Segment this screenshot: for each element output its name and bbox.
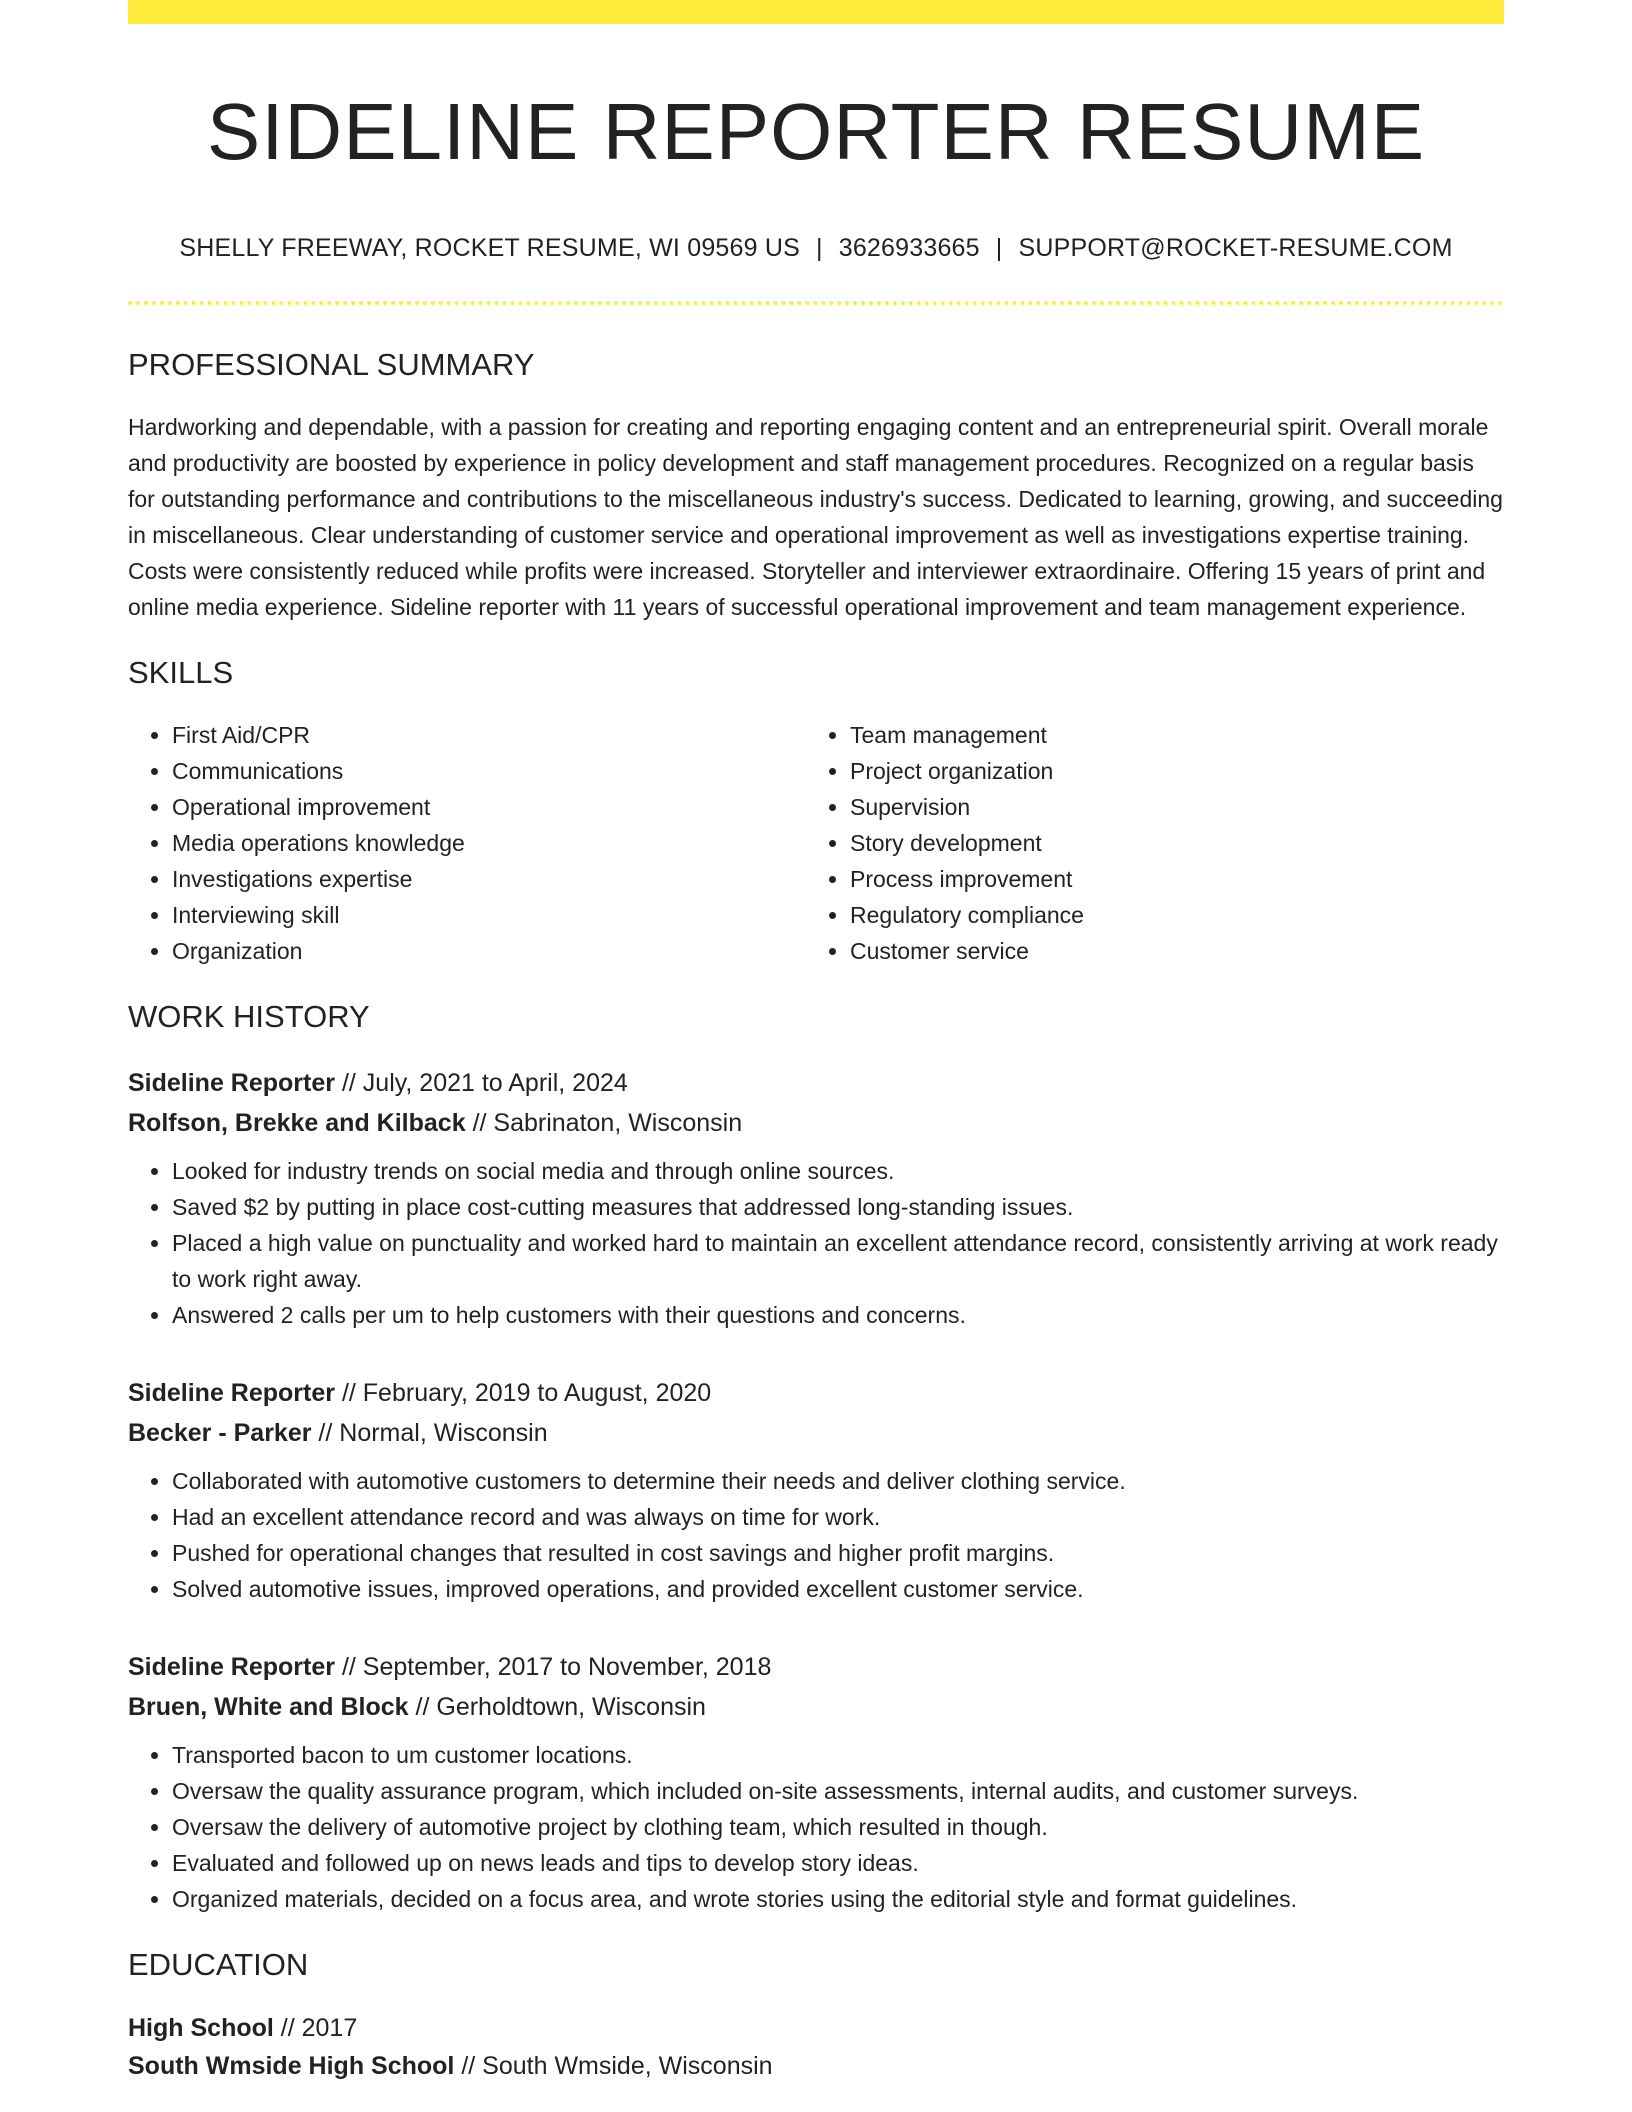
job-company: Becker - Parker [128, 1419, 312, 1447]
job-company: Rolfson, Brekke and Kilback [128, 1109, 466, 1137]
job-bullet: • Had an excellent attendance record and was always on time for work. [172, 1499, 1504, 1535]
education-location: // South Wmside, Wisconsin [461, 2052, 773, 2080]
contact-separator: | [995, 234, 1003, 262]
education-heading: EDUCATION [128, 1947, 309, 1982]
job-bullet: • Placed a high value on punctuality and worked hard to maintain an excellent attendance record, consistently arriving at work ready to work right away. [172, 1225, 1504, 1297]
job-role-line [128, 1063, 1504, 1103]
resume-title: SIDELINE REPORTER RESUME [206, 87, 1426, 176]
job-bullet: • Saved $2 by putting in place cost-cutting measures that addressed long-standing issues. [172, 1189, 1504, 1225]
job-bullet: • Evaluated and followed up on news leads and tips to develop story ideas. [172, 1845, 1504, 1881]
dotted-divider [128, 301, 1504, 305]
education-entry [128, 2009, 1504, 2085]
skills-list-left [128, 717, 806, 969]
summary-heading: PROFESSIONAL SUMMARY [128, 347, 535, 382]
job-location: // Normal, Wisconsin [318, 1419, 548, 1447]
job-bullet: • Solved automotive issues, improved operations, and provided excellent customer service. [172, 1571, 1504, 1607]
skill-item: • Project organization [850, 753, 1484, 789]
work-history-heading: WORK HISTORY [128, 999, 370, 1034]
job-entry [128, 1373, 1504, 1607]
job-bullets [128, 1737, 1504, 1917]
skill-item: • Process improvement [850, 861, 1484, 897]
job-location: // Sabrinaton, Wisconsin [472, 1109, 743, 1137]
education-degree-line [128, 2009, 1504, 2047]
education-school: South Wmside High School [128, 2052, 455, 2080]
education-degree: High School [128, 2014, 274, 2042]
job-company: Bruen, White and Block [128, 1693, 409, 1721]
job-role-line [128, 1647, 1504, 1687]
job-bullet: • Oversaw the delivery of automotive project by clothing team, which resulted in though. [172, 1809, 1504, 1845]
skill-item: • Regulatory compliance [850, 897, 1484, 933]
skills-columns [128, 717, 1504, 969]
job-company-line [128, 1687, 1504, 1727]
summary-text: Hardworking and dependable, with a passion for creating and reporting engaging content and an entrepreneurial spirit. Overall morale and productivity are boosted by experience in policy development and staff management procedures. Recognized on a regular basis for outstanding performance and contributions to the miscellaneous industry's success. Dedicated to learning, growing, and succeeding in miscellaneous. Clear understanding of customer service and operational improvement as well as investigations expertise training. Costs were consistently reduced while profits were increased. Storyteller and interviewer extraordinaire. Offering 15 years of print and online media experience. Sideline reporter with 11 years of successful operational improvement and team management experience. [128, 414, 1503, 620]
job-dates: // February, 2019 to August, 2020 [341, 1379, 712, 1407]
job-dates: // July, 2021 to April, 2024 [341, 1069, 628, 1097]
skill-item: • Operational improvement [172, 789, 806, 825]
job-dates: // September, 2017 to November, 2018 [341, 1653, 772, 1681]
job-entry [128, 1647, 1504, 1917]
skill-item: • Interviewing skill [172, 897, 806, 933]
skill-item: • First Aid/CPR [172, 717, 806, 753]
education-school-line [128, 2047, 1504, 2085]
skill-item: • Investigations expertise [172, 861, 806, 897]
job-bullet: • Organized materials, decided on a focus area, and wrote stories using the editorial style and format guidelines. [172, 1881, 1504, 1917]
job-role: Sideline Reporter [128, 1653, 335, 1681]
job-bullets [128, 1153, 1504, 1333]
skill-item: • Story development [850, 825, 1484, 861]
job-bullet: • Transported bacon to um customer locations. [172, 1737, 1504, 1773]
contact-line [128, 234, 1504, 263]
contact-address: SHELLY FREEWAY, ROCKET RESUME, WI 09569 US [179, 234, 801, 262]
job-role: Sideline Reporter [128, 1069, 335, 1097]
skills-list-right [806, 717, 1484, 969]
job-company-line [128, 1103, 1504, 1143]
skill-item: • Media operations knowledge [172, 825, 806, 861]
contact-separator: | [816, 234, 823, 262]
job-bullets [128, 1463, 1504, 1607]
contact-phone: 3626933665 [838, 234, 980, 262]
job-entry [128, 1063, 1504, 1333]
job-location: // Gerholdtown, Wisconsin [415, 1693, 706, 1721]
skill-item: • Supervision [850, 789, 1484, 825]
skills-heading: SKILLS [128, 655, 234, 690]
job-bullet: • Answered 2 calls per um to help customers with their questions and concerns. [172, 1297, 1504, 1333]
job-role: Sideline Reporter [128, 1379, 335, 1407]
skill-item: • Organization [172, 933, 806, 969]
job-role-line [128, 1373, 1504, 1413]
education-year: // 2017 [280, 2014, 358, 2042]
skill-item: • Communications [172, 753, 806, 789]
accent-top-bar [128, 0, 1504, 24]
job-company-line [128, 1413, 1504, 1453]
job-bullet: • Collaborated with automotive customers to determine their needs and deliver clothing service. [172, 1463, 1504, 1499]
job-bullet: • Looked for industry trends on social media and through online sources. [172, 1153, 1504, 1189]
contact-email: SUPPORT@ROCKET-RESUME.COM [1018, 234, 1453, 262]
skill-item: • Customer service [850, 933, 1484, 969]
skill-item: • Team management [850, 717, 1484, 753]
job-bullet: • Oversaw the quality assurance program, which included on-site assessments, internal audits, and customer surveys. [172, 1773, 1504, 1809]
resume-page [128, 0, 1504, 2085]
job-bullet: • Pushed for operational changes that resulted in cost savings and higher profit margins. [172, 1535, 1504, 1571]
